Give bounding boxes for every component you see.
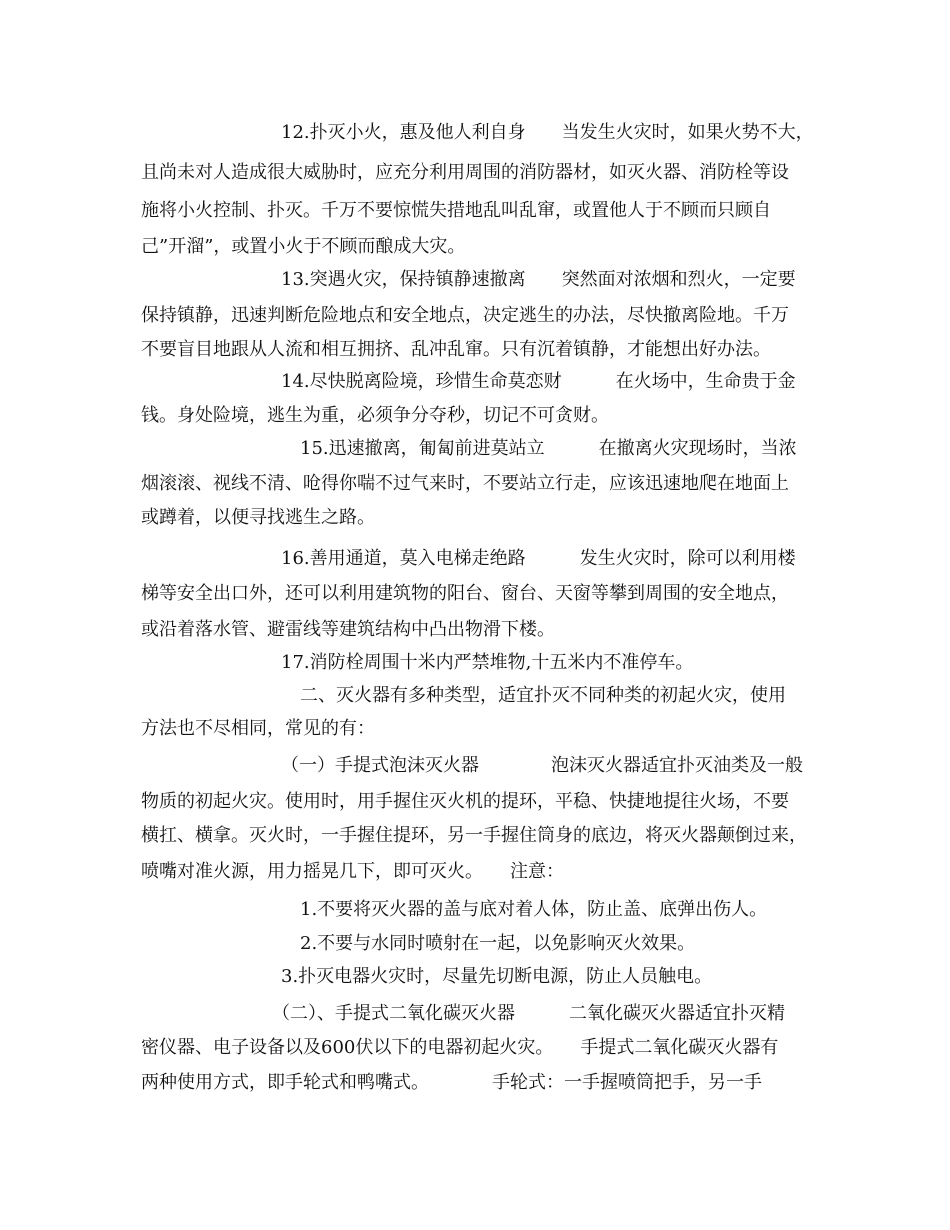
text-line-13: 16.善用通道，莫入电梯走绝路 发生火灾时，除可以利用楼 <box>281 548 796 569</box>
text-line-17: 二、灭火器有多种类型，适宜扑灭不同种类的初起火灾，使用 <box>300 685 786 706</box>
text-line-11: 烟滚滚、视线不清、呛得你喘不过气来时，不要站立行走，应该迅速地爬在地面上 <box>141 473 789 494</box>
text-line-21: 横扛、横拿。灭火时，一手握住提环，另一手握住筒身的底边，将灭火器颠倒过来， <box>141 825 807 846</box>
text-line-20: 物质的初起火灾。使用时，用手握住灭火机的提环，平稳、快捷地提往火场，不要 <box>141 791 789 812</box>
text-line-10: 15.迅速撤离，匍匐前进莫站立 在撤离火灾现场时，当浓 <box>300 438 797 459</box>
text-line-1: 12.扑灭小火，惠及他人利自身 当发生火灾时，如果火势不大， <box>281 122 814 143</box>
text-line-22: 喷嘴对准火源，用力摇晃几下，即可灭火。 注意： <box>141 861 564 882</box>
text-line-9: 钱。身处险境，逃生为重，必须争分夺秒，切记不可贪财。 <box>141 405 609 426</box>
text-line-18: 方法也不尽相同，常见的有： <box>141 718 375 739</box>
text-line-28: 两种使用方式，即手轮式和鸭嘴式。 手轮式：一手握喷筒把手，另一手 <box>141 1072 762 1093</box>
text-line-4: 己”开溜”，或置小火于不顾而酿成大灾。 <box>141 236 466 257</box>
text-line-7: 不要盲目地跟从人流和相互拥挤、乱冲乱窜。只有沉着镇静，才能想出好办法。 <box>141 339 771 360</box>
text-line-27: 密仪器、电子设备以及600伏以下的电器初起火灾。 手提式二氧化碳灭火器有 <box>141 1037 779 1058</box>
text-line-26: （二）、手提式二氧化碳灭火器 二氧化碳灭火器适宜扑灭精 <box>272 1003 785 1024</box>
text-line-15: 或沿着落水管、避雷线等建筑结构中凸出物滑下楼。 <box>141 619 555 640</box>
text-line-16: 17.消防栓周围十米内严禁堆物,十五米内不准停车。 <box>281 652 694 673</box>
text-line-12: 或蹲着，以便寻找逃生之路。 <box>141 507 375 528</box>
text-line-14: 梯等安全出口外，还可以利用建筑物的阳台、窗台、天窗等攀到周围的安全地点， <box>141 583 789 604</box>
text-line-23: 1.不要将灭火器的盖与底对着人体，防止盖、底弹出伤人。 <box>300 899 768 920</box>
text-line-25: 3.扑灭电器火灾时，尽量先切断电源，防止人员触电。 <box>281 966 713 987</box>
text-line-19: （一）手提式泡沫灭火器 泡沫灭火器适宜扑灭油类及一般 <box>281 755 803 776</box>
text-line-6: 保持镇静，迅速判断危险地点和安全地点，决定逃生的办法，尽快撤离险地。千万 <box>141 305 789 326</box>
text-line-3: 施将小火控制、扑灭。千万不要惊慌失措地乱叫乱窜，或置他人于不顾而只顾自 <box>141 200 771 221</box>
text-line-2: 且尚未对人造成很大威胁时，应充分利用周围的消防器材，如灭火器、消防栓等设 <box>141 162 789 183</box>
text-line-8: 14.尽快脱离险境，珍惜生命莫恋财 在火场中，生命贵于金 <box>281 371 796 392</box>
text-line-24: 2.不要与水同时喷射在一起，以免影响灭火效果。 <box>300 933 696 954</box>
text-line-5: 13.突遇火灾，保持镇静速撤离 突然面对浓烟和烈火，一定要 <box>281 269 796 290</box>
